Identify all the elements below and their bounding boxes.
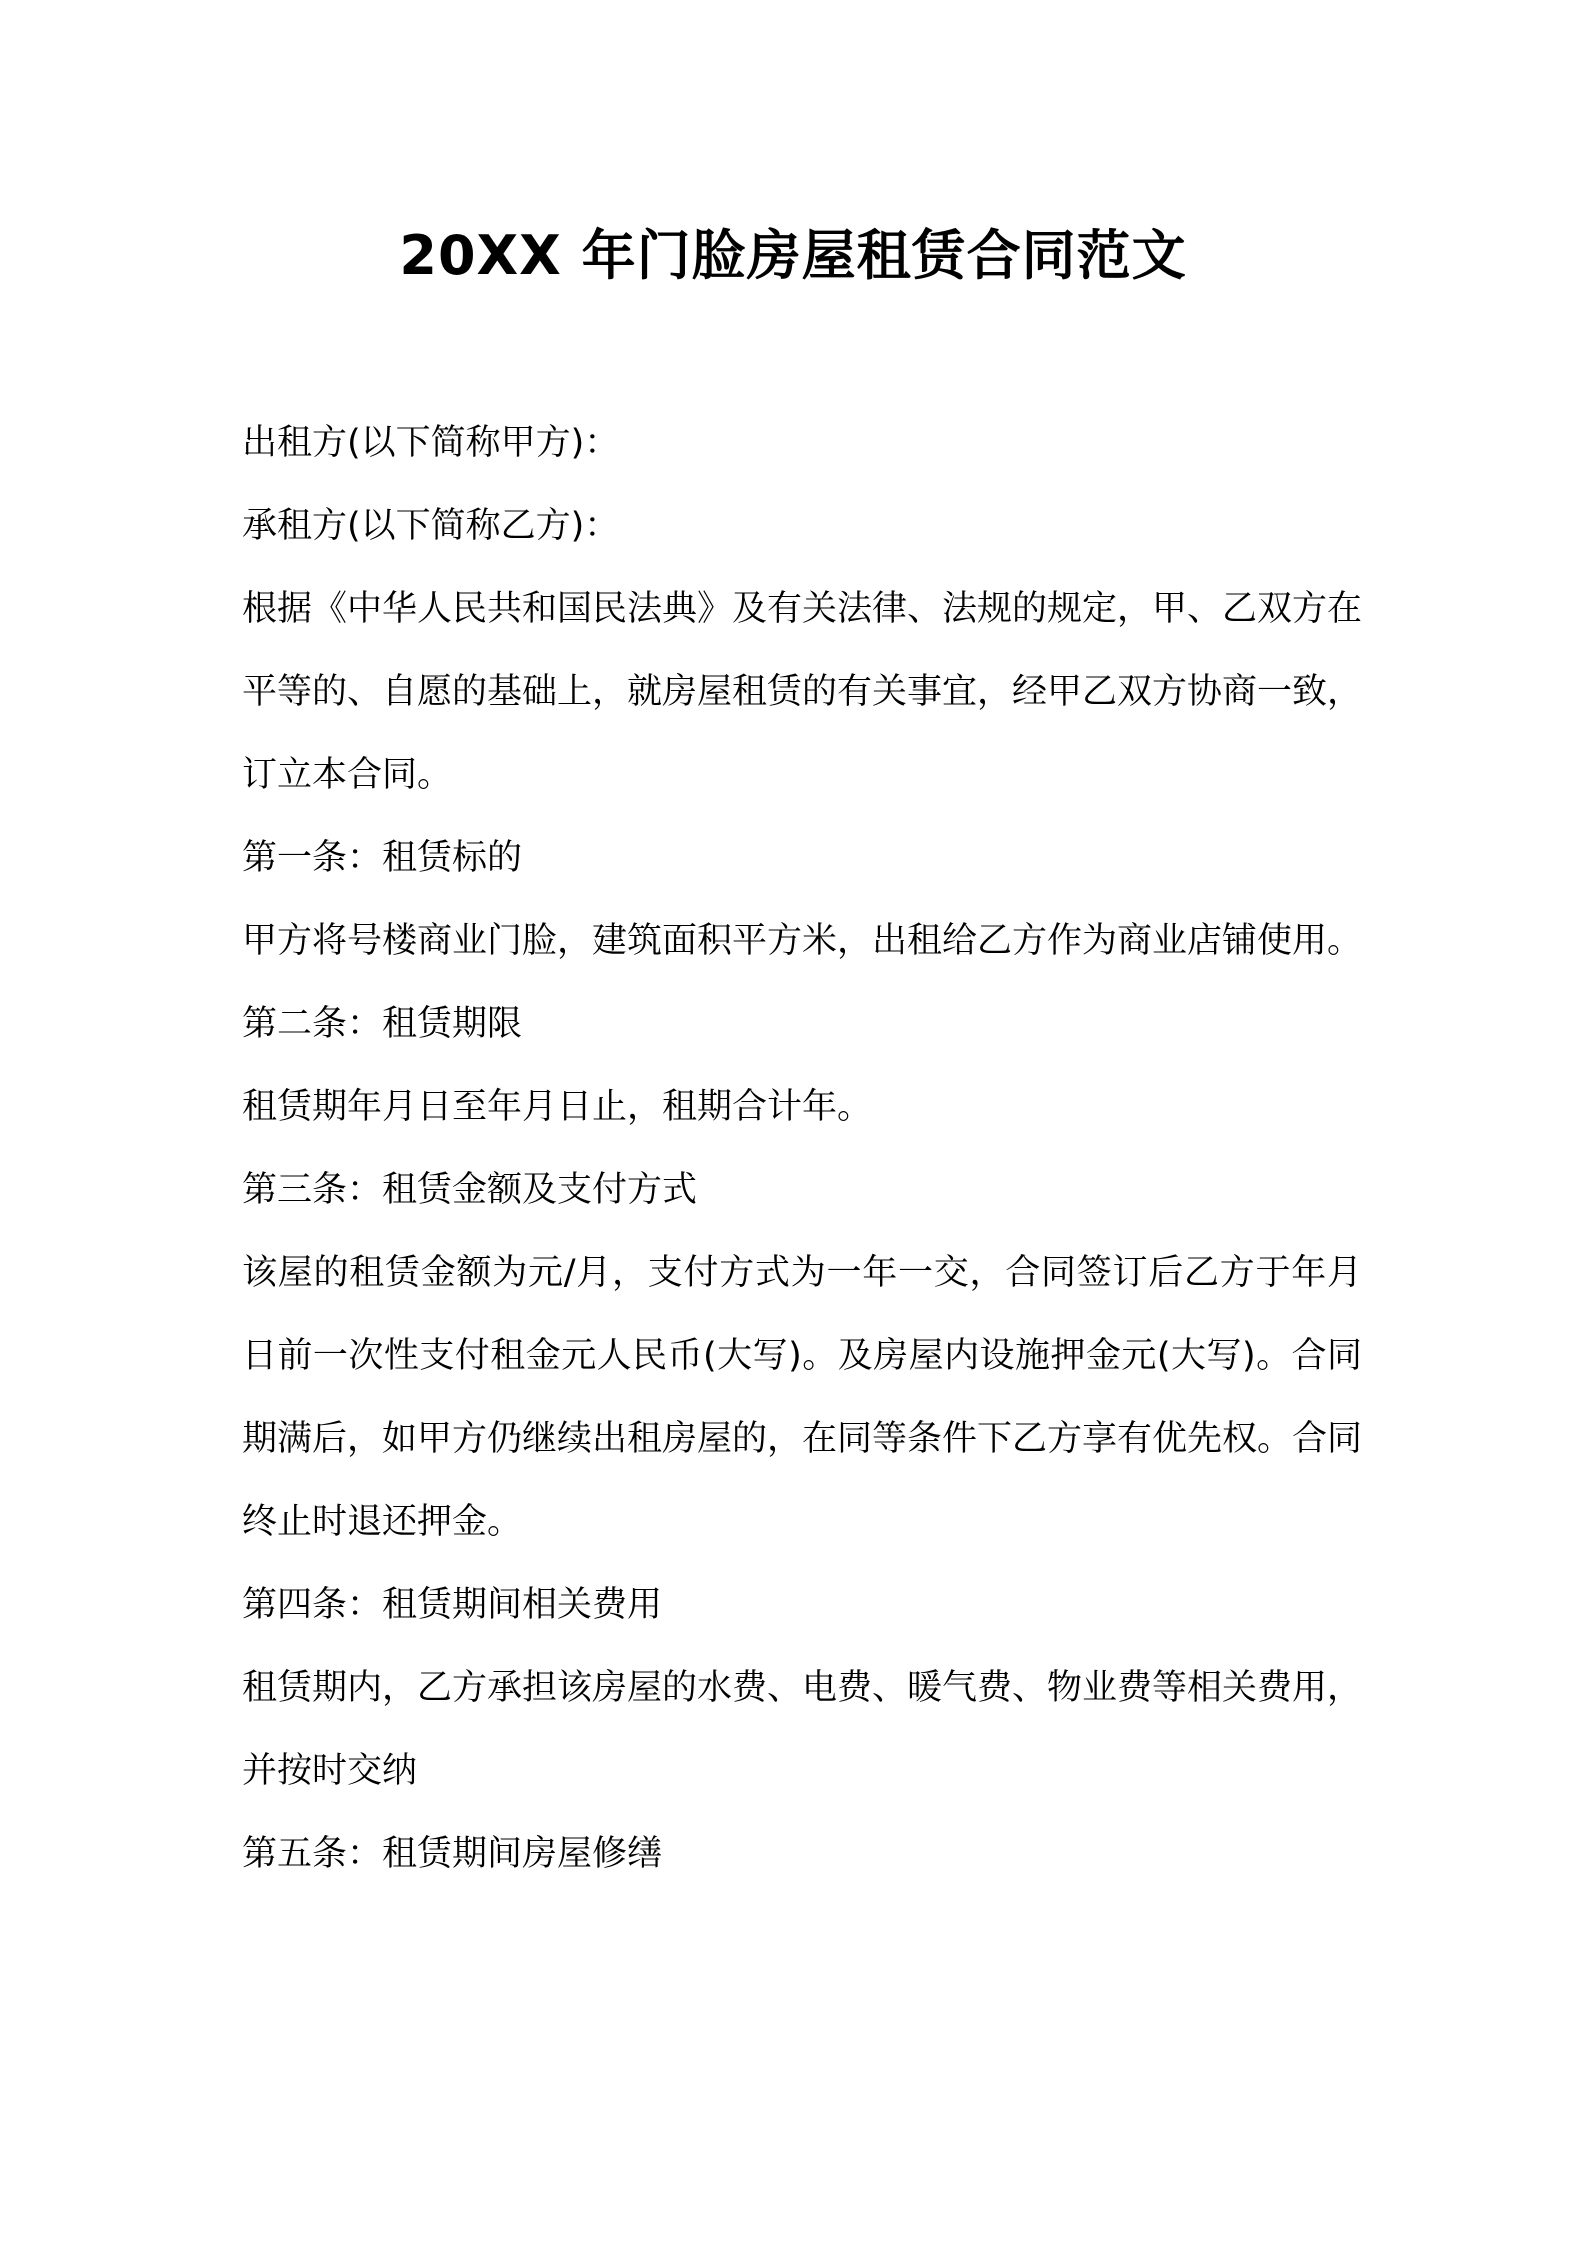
article-3-text: 该屋的租赁金额为元/月，支付方式为一年一交，合同签订后乙方于年月日前一次性支付租金元人民币(大写)。及房屋内设施押金元(大写)。合同期满后，如甲方仍继续出租房屋的，在同等条件下乙方享有优先权。合同终止时退还押金。: [242, 1253, 1363, 1542]
document-title: 20XX 年门脸房屋租赁合同范文: [399, 224, 1187, 287]
article-4-heading: 第四条：租赁期间相关费用: [242, 1585, 663, 1625]
article-5-heading: 第五条：租赁期间房屋修缮: [242, 1834, 663, 1874]
document-body: [242, 402, 1362, 1896]
article-3-heading: 第三条：租赁金额及支付方式: [242, 1170, 698, 1210]
lessee-line: 承租方(以下简称乙方)：: [242, 506, 620, 546]
article-2-text: 租赁期年月日至年月日止，租期合计年。: [242, 1087, 873, 1127]
article-2-heading: 第二条：租赁期限: [242, 1004, 523, 1044]
preamble-paragraph: 根据《中华人民共和国民法典》及有关法律、法规的规定，甲、乙双方在平等的、自愿的基础上，就房屋租赁的有关事宜，经甲乙双方协商一致，订立本合同。: [242, 589, 1363, 795]
article-1-heading: 第一条：租赁标的: [242, 838, 523, 878]
article-1-text: 甲方将号楼商业门脸，建筑面积平方米，出租给乙方作为商业店铺使用。: [242, 921, 1363, 961]
lessor-line: 出租方(以下简称甲方)：: [242, 423, 620, 463]
article-4-text: 租赁期内，乙方承担该房屋的水费、电费、暖气费、物业费等相关费用，并按时交纳: [242, 1668, 1363, 1791]
